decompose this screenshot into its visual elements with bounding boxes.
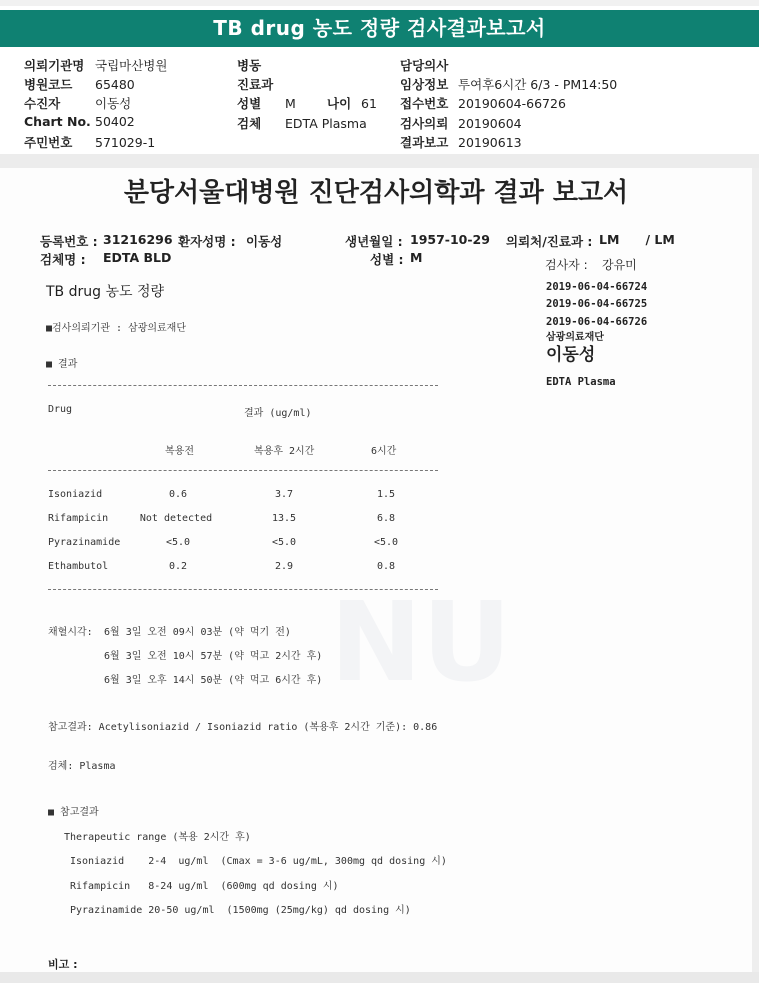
field-value: 투여후6시간 6/3 - PM14:50 bbox=[458, 77, 618, 92]
field-value: 65480 bbox=[95, 77, 135, 92]
field-value: 61 bbox=[361, 96, 377, 111]
report-banner-title: TB drug 농도 정량 검사결과보고서 bbox=[0, 10, 759, 47]
remark-label: 비고 : bbox=[48, 958, 78, 971]
range-line: Rifampicin 8-24 ug/ml (600mg qd dosing 시) bbox=[70, 881, 339, 892]
field-value: 국립마산병원 bbox=[95, 58, 168, 73]
field-value: 20190613 bbox=[458, 135, 522, 150]
field-label: 병동 bbox=[237, 58, 262, 73]
institution-line: ■검사의뢰기관 : 삼광의료재단 bbox=[46, 323, 187, 334]
time-column-header: 복용전 bbox=[165, 446, 194, 457]
field-value: 20190604-66726 bbox=[458, 96, 566, 111]
field-label: 검사의뢰 bbox=[400, 116, 449, 131]
field-label: 성별 bbox=[237, 96, 262, 111]
header-row bbox=[237, 114, 367, 132]
field-label: 나이 bbox=[327, 96, 352, 111]
field-value: 571029-1 bbox=[95, 135, 156, 150]
value-6h: 6.8 bbox=[376, 513, 396, 524]
specimen-value: EDTA BLD bbox=[103, 250, 172, 265]
value-2h: 13.5 bbox=[271, 513, 297, 524]
value-before: 0.6 bbox=[168, 489, 188, 500]
field-label: 주민번호 bbox=[24, 135, 73, 150]
divider bbox=[48, 589, 438, 590]
field-label: 검체 bbox=[237, 116, 262, 131]
sampling-time: 6월 3일 오후 14시 50분 (약 먹고 6시간 후) bbox=[104, 675, 323, 686]
header-row bbox=[327, 94, 377, 112]
field-label: 진료과 bbox=[237, 77, 274, 92]
range-line: Isoniazid 2-4 ug/ml (Cmax = 3-6 ug/mL, 300mg qd dosing 시) bbox=[70, 856, 447, 867]
field-label: 담당의사 bbox=[400, 58, 449, 73]
section-title: TB drug 농도 정량 bbox=[46, 284, 165, 300]
value-before: 0.2 bbox=[168, 561, 188, 572]
therapeutic-range-title: Therapeutic range (복용 2시간 후) bbox=[64, 832, 251, 843]
bottom-border bbox=[0, 972, 759, 983]
result-heading: ■ 결과 bbox=[46, 359, 78, 370]
field-value: 이동성 bbox=[95, 96, 132, 111]
reference-result: 참고결과: Acetylisoniazid / Isoniazid ratio (복용후 2시간 기준): 0.86 bbox=[48, 722, 438, 733]
value-2h: 3.7 bbox=[274, 489, 294, 500]
value-6h: <5.0 bbox=[373, 537, 399, 548]
value-6h: 1.5 bbox=[376, 489, 396, 500]
dob-value: 1957-10-29 bbox=[410, 232, 490, 247]
field-label: 의뢰기관명 bbox=[24, 58, 85, 73]
sampling-time: 6월 3일 오전 09시 03분 (약 먹기 전) bbox=[104, 627, 291, 638]
header-row bbox=[24, 94, 131, 112]
drug-name: Isoniazid bbox=[48, 489, 103, 500]
time-column-header: 복용후 2시간 bbox=[254, 446, 315, 457]
field-value: M bbox=[285, 96, 296, 111]
scan-title: 분당서울대병원 진단검사의학과 결과 보고서 bbox=[123, 178, 629, 208]
divider bbox=[48, 470, 438, 471]
reference-heading: ■ 참고결과 bbox=[48, 807, 99, 818]
top-border bbox=[0, 0, 759, 6]
sex-value: M bbox=[410, 250, 423, 265]
header-row bbox=[400, 114, 522, 132]
header-row bbox=[400, 94, 566, 112]
barcode-number: 2019-06-04-66724 bbox=[546, 281, 648, 293]
dept-value: LM / LM bbox=[599, 232, 675, 247]
specimen-line: 검체: Plasma bbox=[48, 761, 116, 772]
header-row bbox=[24, 56, 167, 74]
barcode-number: 2019-06-04-66725 bbox=[546, 298, 648, 310]
reg-no-value: 31216296 bbox=[103, 232, 173, 247]
drug-column-header: Drug bbox=[48, 404, 73, 415]
examiner-value: 강유미 bbox=[602, 258, 637, 272]
watermark: NU bbox=[330, 578, 512, 706]
sex-label: 성별 : bbox=[370, 252, 404, 267]
field-value: 50402 bbox=[95, 114, 135, 129]
sampling-time: 6월 3일 오전 10시 57분 (약 먹고 2시간 후) bbox=[104, 651, 323, 662]
scanned-report bbox=[0, 168, 752, 972]
header-row bbox=[400, 133, 522, 151]
value-6h: 0.8 bbox=[376, 561, 396, 572]
range-line: Pyrazinamide 20-50 ug/ml (1500mg (25mg/kg) qd dosing 시) bbox=[70, 905, 411, 916]
field-label: 접수번호 bbox=[400, 96, 449, 111]
sticker-specimen: EDTA Plasma bbox=[546, 376, 616, 388]
scrollbar-track[interactable] bbox=[752, 168, 759, 972]
dept-label: 의뢰처/진료과 : bbox=[506, 234, 593, 249]
result-column-header: 결과 (ug/ml) bbox=[244, 408, 312, 419]
header-row bbox=[400, 75, 617, 93]
field-label: 임상정보 bbox=[400, 77, 449, 92]
specimen-label: 검체명 : bbox=[40, 252, 86, 267]
field-value: EDTA Plasma bbox=[285, 116, 367, 131]
value-2h: <5.0 bbox=[271, 537, 297, 548]
sticker-lab-name: 삼광의료재단 bbox=[546, 332, 604, 343]
header-row bbox=[237, 94, 296, 112]
header-row bbox=[400, 56, 448, 74]
sticker-patient-name: 이동성 bbox=[546, 345, 596, 365]
field-value: 20190604 bbox=[458, 116, 522, 131]
divider bbox=[48, 385, 438, 386]
sampling-label: 채혈시각: bbox=[48, 627, 93, 638]
header-row bbox=[24, 133, 155, 151]
value-before: Not detected bbox=[139, 513, 213, 524]
drug-name: Pyrazinamide bbox=[48, 537, 121, 548]
section-separator bbox=[0, 154, 759, 168]
barcode-number: 2019-06-04-66726 bbox=[546, 316, 648, 328]
header-row bbox=[24, 114, 135, 129]
header-row bbox=[24, 75, 135, 93]
field-label: 병원코드 bbox=[24, 77, 73, 92]
field-label: 결과보고 bbox=[400, 135, 449, 150]
drug-name: Ethambutol bbox=[48, 561, 109, 572]
dob-label: 생년월일 : bbox=[345, 234, 403, 249]
header-row bbox=[237, 56, 261, 74]
time-column-header: 6시간 bbox=[371, 446, 397, 457]
drug-name: Rifampicin bbox=[48, 513, 109, 524]
field-label: Chart No. bbox=[24, 114, 91, 129]
reg-no-label: 등록번호 : bbox=[40, 234, 98, 249]
field-label: 수진자 bbox=[24, 96, 61, 111]
patient-label: 환자성명 : bbox=[178, 234, 236, 249]
header-row bbox=[237, 75, 273, 93]
patient-value: 이동성 bbox=[246, 234, 283, 249]
value-2h: 2.9 bbox=[274, 561, 294, 572]
value-before: <5.0 bbox=[165, 537, 191, 548]
examiner-label: 검사자 : bbox=[545, 258, 588, 272]
